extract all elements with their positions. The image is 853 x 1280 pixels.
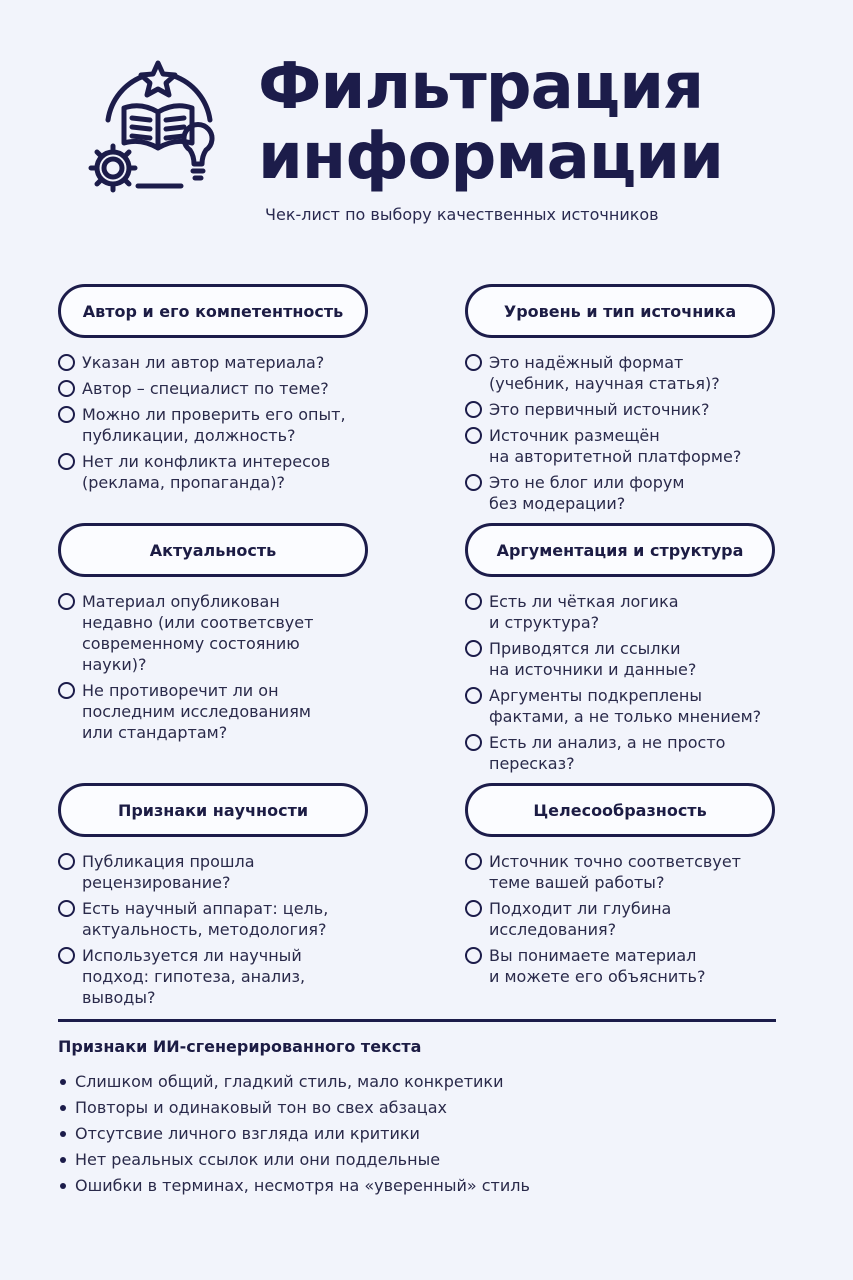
list-item[interactable]: Подходит ли глубина исследования? <box>465 898 785 940</box>
section-science <box>58 783 378 1013</box>
list-item: Нет реальных ссылок или они поддельные <box>58 1147 530 1173</box>
checkbox-circle[interactable] <box>58 593 75 610</box>
list-item: Слишком общий, гладкий стиль, мало конкретики <box>58 1069 530 1095</box>
list-item[interactable]: Это не блог или форум без модерации? <box>465 472 785 514</box>
bullet-icon <box>60 1157 66 1163</box>
section-author <box>58 284 378 498</box>
list-item[interactable]: Не противоречит ли он последним исследованиям или стандартам? <box>58 680 378 743</box>
page-title <box>258 52 723 192</box>
section-title-relevance: Актуальность <box>58 523 368 577</box>
bullet-icon <box>60 1079 66 1085</box>
checkbox-circle[interactable] <box>58 900 75 917</box>
section-title-level: Уровень и тип источника <box>465 284 775 338</box>
list-item[interactable]: Это надёжный формат (учебник, научная статья)? <box>465 352 785 394</box>
list-item[interactable]: Есть научный аппарат: цель, актуальность, методология? <box>58 898 378 940</box>
checkbox-circle[interactable] <box>58 354 75 371</box>
bullet-icon <box>60 1183 66 1189</box>
section-title-argument: Аргументация и структура <box>465 523 775 577</box>
list-item[interactable]: Есть ли анализ, а не просто пересказ? <box>465 732 785 774</box>
checkbox-circle[interactable] <box>465 853 482 870</box>
checklist-level <box>465 352 785 514</box>
list-item[interactable]: Источник размещён на авторитетной платформе? <box>465 425 785 467</box>
page-subtitle: Чек-лист по выбору качественных источников <box>265 205 659 224</box>
divider <box>58 1019 776 1022</box>
ai-signs-list <box>58 1069 530 1199</box>
title-line-1: Фильтрация <box>258 50 704 124</box>
section-relevance <box>58 523 378 748</box>
checkbox-circle[interactable] <box>58 380 75 397</box>
checklist-relevance <box>58 591 378 743</box>
checkbox-circle[interactable] <box>465 640 482 657</box>
checkbox-circle[interactable] <box>465 474 482 491</box>
checkbox-circle[interactable] <box>58 682 75 699</box>
bullet-icon <box>60 1131 66 1137</box>
checklist-argument <box>465 591 785 774</box>
section-title-author: Автор и его компетентность <box>58 284 368 338</box>
list-item[interactable]: Автор – специалист по теме? <box>58 378 378 399</box>
list-item[interactable]: Нет ли конфликта интересов (реклама, пропаганда)? <box>58 451 378 493</box>
book-star-gear-lightbulb-icon <box>86 58 231 203</box>
checkbox-circle[interactable] <box>465 427 482 444</box>
list-item[interactable]: Публикация прошла рецензирование? <box>58 851 378 893</box>
bullet-icon <box>60 1105 66 1111</box>
checkbox-circle[interactable] <box>58 947 75 964</box>
list-item[interactable]: Есть ли чёткая логика и структура? <box>465 591 785 633</box>
list-item[interactable]: Материал опубликован недавно (или соответсвует современному состоянию науки)? <box>58 591 378 675</box>
checklist-purpose <box>465 851 785 987</box>
section-purpose <box>465 783 785 992</box>
checklist-science <box>58 851 378 1008</box>
checkbox-circle[interactable] <box>465 593 482 610</box>
checkbox-circle[interactable] <box>465 900 482 917</box>
list-item[interactable]: Это первичный источник? <box>465 399 785 420</box>
list-item: Повторы и одинаковый тон во свех абзацах <box>58 1095 530 1121</box>
checkbox-circle[interactable] <box>465 687 482 704</box>
list-item[interactable]: Указан ли автор материала? <box>58 352 378 373</box>
list-item[interactable]: Аргументы подкреплены фактами, а не только мнением? <box>465 685 785 727</box>
list-item[interactable]: Используется ли научный подход: гипотеза, анализ, выводы? <box>58 945 378 1008</box>
checkbox-circle[interactable] <box>58 453 75 470</box>
checkbox-circle[interactable] <box>465 734 482 751</box>
list-item[interactable]: Приводятся ли ссылки на источники и данные? <box>465 638 785 680</box>
section-title-science: Признаки научности <box>58 783 368 837</box>
header <box>0 0 853 240</box>
checkbox-circle[interactable] <box>465 401 482 418</box>
section-argument <box>465 523 785 779</box>
section-title-purpose: Целесообразность <box>465 783 775 837</box>
list-item[interactable]: Можно ли проверить его опыт, публикации, должность? <box>58 404 378 446</box>
list-item[interactable]: Источник точно соответсвует теме вашей работы? <box>465 851 785 893</box>
checklist-author <box>58 352 378 493</box>
ai-signs-title: Признаки ИИ-сгенерированного текста <box>58 1037 422 1056</box>
checkbox-circle[interactable] <box>58 853 75 870</box>
checkbox-circle[interactable] <box>58 406 75 423</box>
checkbox-circle[interactable] <box>465 947 482 964</box>
checkbox-circle[interactable] <box>465 354 482 371</box>
list-item: Отсутсвие личного взгляда или критики <box>58 1121 530 1147</box>
list-item[interactable]: Вы понимаете материал и можете его объяснить? <box>465 945 785 987</box>
list-item: Ошибки в терминах, несмотря на «уверенный» стиль <box>58 1173 530 1199</box>
title-line-2: информации <box>258 120 723 194</box>
section-level <box>465 284 785 519</box>
